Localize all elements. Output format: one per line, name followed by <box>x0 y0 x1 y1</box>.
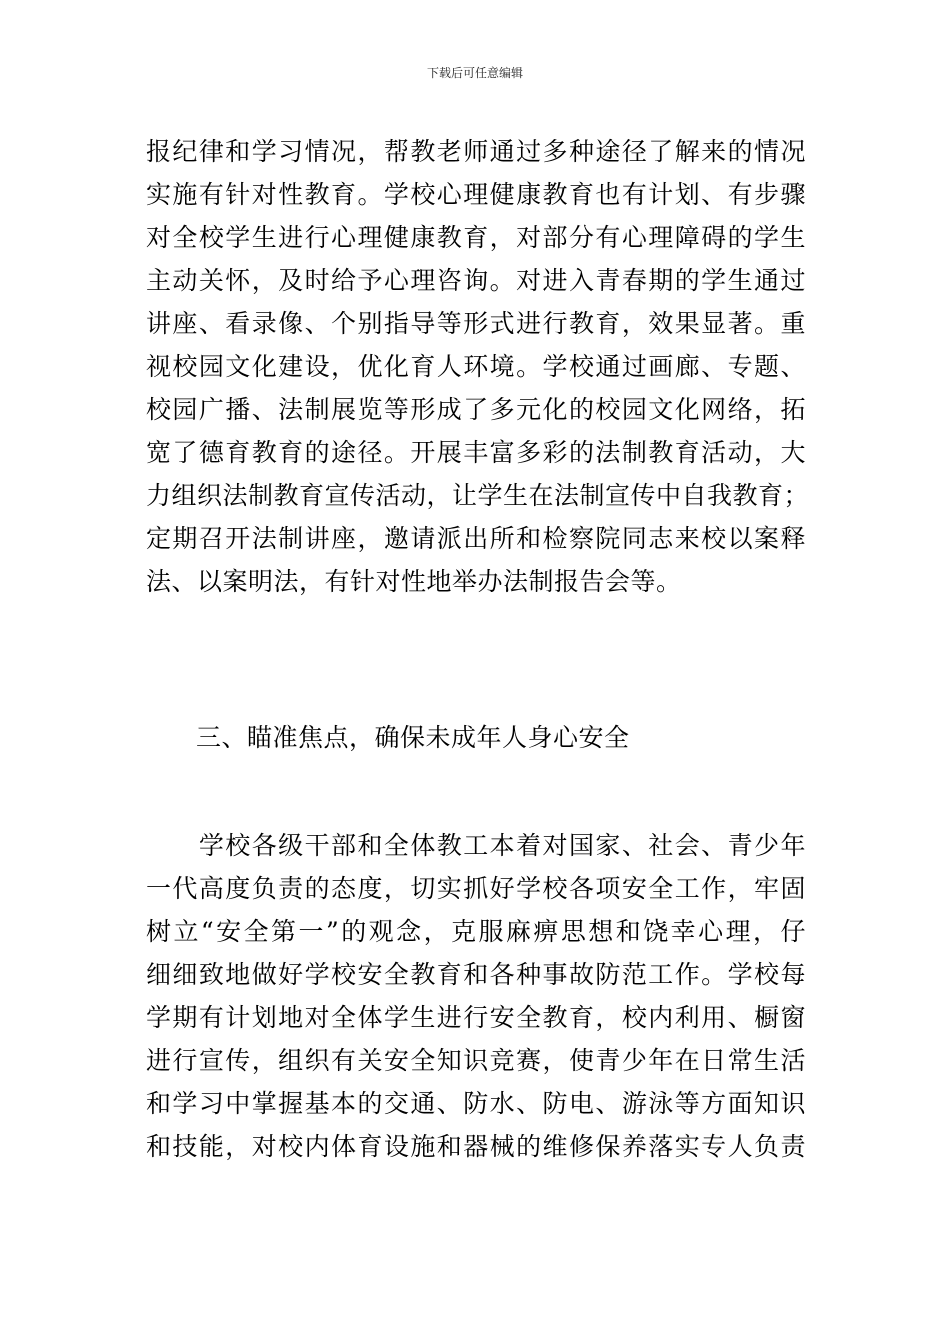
paragraph-1-line: 主动关怀，及时给予心理咨询。对进入青春期的学生通过 <box>146 266 806 295</box>
paragraph-1 <box>146 130 810 603</box>
section-heading: 三、瞄准焦点，确保未成年人身心安全 <box>196 723 630 752</box>
paragraph-1-line: 报纪律和学习情况，帮教老师通过多种途径了解来的情况 <box>146 137 806 166</box>
page-header: 下载后可任意编辑 <box>426 66 523 80</box>
paragraph-1-line: 视校园文化建设，优化育人环境。学校通过画廊、专题、 <box>146 352 806 381</box>
paragraph-1-line: 对全校学生进行心理健康教育，对部分有心理障碍的学生 <box>146 223 806 252</box>
paragraph-2-line: 树立“安全第一”的观念，克服麻痹思想和饶幸心理，仔 <box>146 917 806 946</box>
paragraph-1-line: 宽了德育教育的途径。开展丰富多彩的法制教育活动，大 <box>146 438 806 467</box>
paragraph-2-line: 学期有计划地对全体学生进行安全教育，校内利用、橱窗 <box>146 1003 806 1032</box>
paragraph-2-line: 一代高度负责的态度，切实抓好学校各项安全工作，牢固 <box>146 874 806 903</box>
paragraph-2-line: 和学习中掌握基本的交通、防水、防电、游泳等方面知识 <box>146 1089 806 1118</box>
paragraph-1-line: 力组织法制教育宣传活动，让学生在法制宣传中自我教育； <box>146 481 810 510</box>
paragraph-1-line: 讲座、看录像、个别指导等形式进行教育，效果显著。重 <box>146 309 806 338</box>
paragraph-1-line: 定期召开法制讲座，邀请派出所和检察院同志来校以案释 <box>146 524 806 553</box>
paragraph-2 <box>146 824 806 1168</box>
paragraph-1-line: 法、以案明法，有针对性地举办法制报告会等。 <box>146 567 682 596</box>
paragraph-2-line: 学校各级干部和全体教工本着对国家、社会、青少年 <box>146 831 806 860</box>
paragraph-2-line: 细细致地做好学校安全教育和各种事故防范工作。学校每 <box>146 960 806 989</box>
paragraph-1-line: 实施有针对性教育。学校心理健康教育也有计划、有步骤 <box>146 180 806 209</box>
paragraph-1-line: 校园广播、法制展览等形成了多元化的校园文化网络，拓 <box>146 395 806 424</box>
paragraph-2-line: 进行宣传，组织有关安全知识竞赛，使青少年在日常生活 <box>146 1046 806 1075</box>
paragraph-2-line: 和技能，对校内体育设施和器械的维修保养落实专人负责 <box>146 1132 806 1161</box>
